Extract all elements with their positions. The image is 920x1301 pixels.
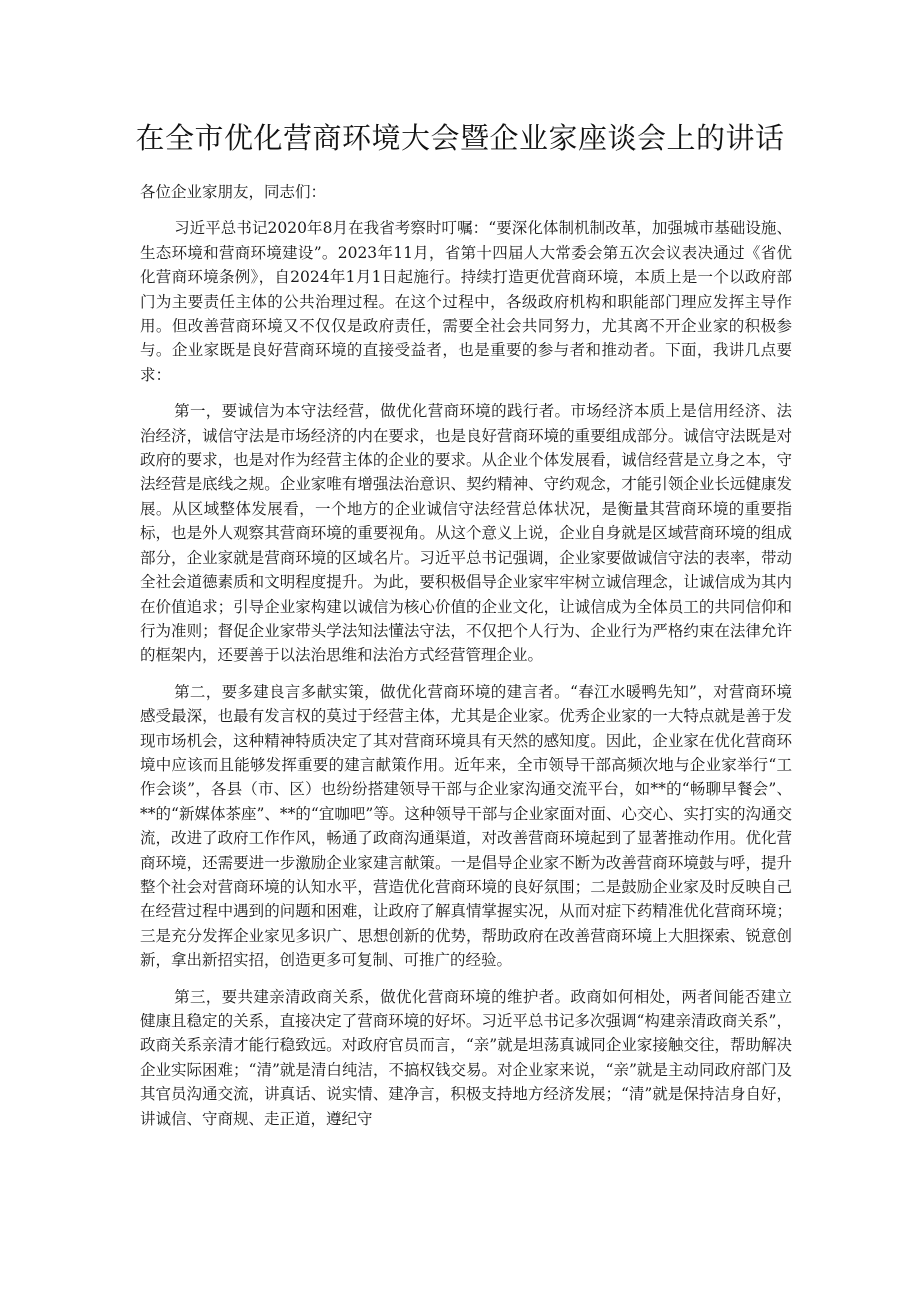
paragraph-point-three: 第三，要共建亲清政商关系，做优化营商环境的维护者。政商如何相处，两者间能否建立健康且稳定的关系，直接决定了营商环境的好坏。习近平总书记多次强调“构建亲清政商关系”，政商关系亲清才能行稳致远。对政府官员而言，“亲”就是坦荡真诚同企业家接触交往，帮助解决企业实际困难；“清”就是清白纯洁，不搞权钱交易。对企业家来说，“亲”就是主动同政府部门及其官员沟通交流，讲真话、说实情、建净言，积极支持地方经济发展；“清”就是保持洁身自好，讲诚信、守商规、走正道，遵纪守: [140, 987, 792, 1128]
paragraph-point-one: 第一，要诚信为本守法经营，做优化营商环境的践行者。市场经济本质上是信用经济、法治经济，诚信守法是市场经济的内在要求，也是良好营商环境的重要组成部分。诚信守法既是对政府的要求，也是对作为经营主体的企业的要求。从企业个体发展看，诚信经营是立身之本，守法经营是底线之规。企业家唯有增强法治意识、契约精神、守约观念，才能引领企业长远健康发展。从区域整体发展看，一个地方的企业诚信守法经营总体状况，是衡量其营商环境的重要指标，也是外人观察其营商环境的重要视角。从这个意义上说，企业自身就是区域营商环境的组成部分，企业家就是营商环境的区域名片。习近平总书记强调，企业家要做诚信守法的表率，带动全社会道德素质和文明程度提升。为此，要积极倡导企业家牢牢树立诚信理念，让诚信成为其内在价值追求；引导企业家构建以诚信为核心价值的企业文化，让诚信成为全体员工的共同信仰和行为准则；督促企业家带头学法知法懂法守法，不仅把个人行为、企业行为严格约束在法律允许的框架内，还要善于以法治思维和法治方式经营管理企业。: [140, 402, 792, 665]
salutation: 各位企业家朋友，同志们：: [140, 183, 327, 201]
document-body: [140, 180, 792, 1143]
paragraph-intro: 习近平总书记2020年8月在我省考察时叮嘱：“要深化体制机制改革，加强城市基础设施、生态环境和营商环境建设”。2023年11月，省第十四届人大常委会第五次会议表决通过《省优化营商环境条例》，自2024年1月1日起施行。持续打造更优营商环境，本质上是一个以政府部门为主要责任主体的公共治理过程。在这个过程中，各级政府机构和职能部门理应发挥主导作用。但改善营商环境又不仅仅是政府责任，需要全社会共同努力，尤其离不开企业家的积极参与。企业家既是良好营商环境的直接受益者，也是重要的参与者和推动者。下面，我讲几点要求：: [140, 219, 792, 384]
paragraph-point-two: 第二，要多建良言多献实策，做优化营商环境的建言者。“春江水暖鸭先知”，对营商环境感受最深，也最有发言权的莫过于经营主体，尤其是企业家。优秀企业家的一大特点就是善于发现市场机会，这种精神特质决定了其对营商环境具有天然的感知度。因此，企业家在优化营商环境中应该而且能够发挥重要的建言献策作用。近年来，全市领导干部高频次地与企业家举行“工作会谈”，各县（市、区）也纷纷搭建领导干部与企业家沟通交流平台，如**的“畅聊早餐会”、**的“新媒体茶座”、**的“宜咖吧”等。这种领导干部与企业家面对面、心交心、实打实的沟通交流，改进了政府工作作风，畅通了政商沟通渠道，对改善营商环境起到了显著推动作用。优化营商环境，还需要进一步激励企业家建言献策。一是倡导企业家不断为改善营商环境鼓与呼，提升整个社会对营商环境的认知水平，营造优化营商环境的良好氛围；二是鼓励企业家及时反映自己在经营过程中遇到的问题和困难，让政府了解真情掌握实况，从而对症下药精准优化营商环境；三是充分发挥企业家见多识广、思想创新的优势，帮助政府在改善营商环境上大胆探索、锐意创新，拿出新招实招，创造更多可复制、可推广的经验。: [140, 682, 792, 970]
document-title: 在全市优化营商环境大会暨企业家座谈会上的讲话: [135, 121, 785, 155]
